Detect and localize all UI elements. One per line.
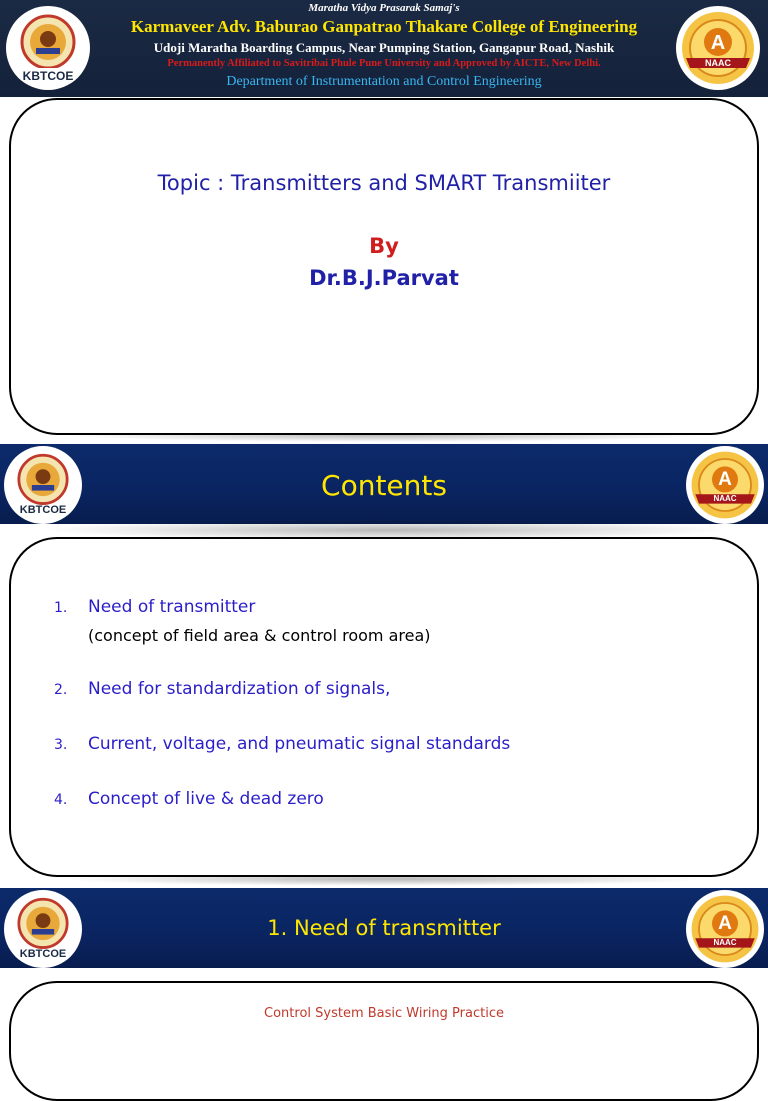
slide2-card: [9, 537, 759, 877]
kbtcoe-logo: [4, 890, 82, 968]
society-name: Maratha Vidya Prasarak Samaj's: [308, 2, 460, 14]
by-label: By: [369, 234, 399, 258]
list-number: 4.: [54, 792, 68, 808]
naac-logo: [686, 446, 764, 524]
college-header: [0, 0, 768, 97]
department-name: Department of Instrumentation and Control Engineering: [226, 74, 542, 89]
naac-label: NAAC: [705, 58, 731, 68]
list-number: 3.: [54, 737, 68, 753]
list-text: Need for standardization of signals,: [88, 679, 391, 699]
list-item: [54, 679, 390, 699]
naac-label: NAAC: [713, 938, 737, 947]
kbtcoe-logo: [6, 6, 90, 90]
kbtcoe-label: KBTCOE: [19, 948, 67, 960]
list-note: (concept of field area & control room area): [88, 626, 431, 645]
need-header-band: [0, 888, 768, 968]
author-name: Dr.B.J.Parvat: [309, 266, 459, 290]
college-address: Udoji Maratha Boarding Campus, Near Pumping Station, Gangapur Road, Nashik: [153, 40, 615, 55]
naac-logo: [676, 6, 760, 90]
list-number: 1.: [54, 600, 68, 616]
kbtcoe-label: KBTCOE: [19, 504, 67, 516]
topic-title: Topic : Transmitters and SMART Transmiiter: [157, 171, 611, 195]
contents-header-band: [0, 444, 768, 524]
need-title: 1. Need of transmitter: [267, 916, 501, 940]
naac-grade: A: [718, 469, 732, 490]
college-name: Karmaveer Adv. Baburao Ganpatrao Thakare College of Engineering: [130, 17, 638, 36]
list-item: [54, 789, 324, 809]
kbtcoe-logo: [4, 446, 82, 524]
naac-grade: A: [710, 32, 726, 54]
list-number: 2.: [54, 682, 68, 698]
affiliation-text: Permanently Affiliated to Savitribai Phule Pune University and Approved by AICTE, New Delhi.: [167, 58, 601, 69]
naac-label: NAAC: [713, 494, 737, 503]
list-item: [54, 734, 510, 754]
naac-logo: [686, 890, 764, 968]
slide3-card: [9, 981, 759, 1101]
naac-grade: A: [718, 913, 732, 934]
contents-title: Contents: [321, 469, 447, 502]
list-text: Current, voltage, and pneumatic signal standards: [88, 734, 511, 754]
list-text: Concept of live & dead zero: [88, 789, 324, 809]
kbtcoe-label: KBTCOE: [22, 69, 74, 83]
list-item: [54, 597, 255, 617]
wiring-subtitle: Control System Basic Wiring Practice: [264, 1006, 504, 1021]
list-text: Need of transmitter: [88, 597, 256, 617]
